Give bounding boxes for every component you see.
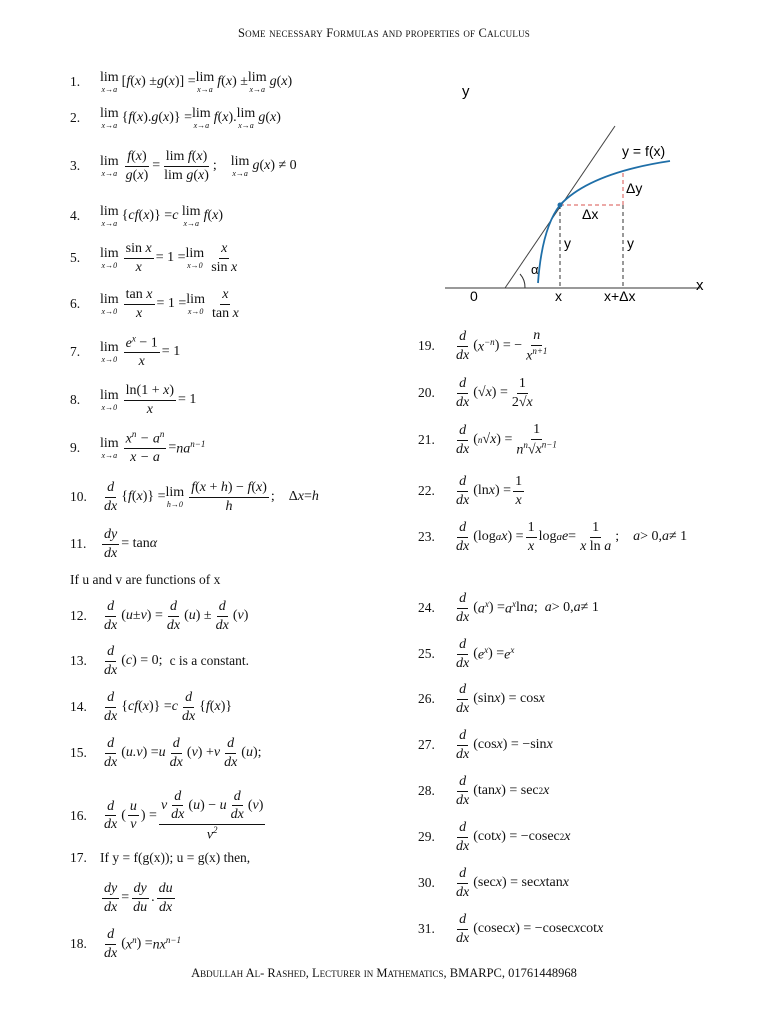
formula-7: 7. lim x→0 $\frac{e^x - 1}{x}$ = 1 xyxy=(70,333,181,370)
formula-25: 25. $\frac{d}{dx}$ ( $e^x$ ) = $e^x$ xyxy=(418,637,515,671)
formula-17-chain: $\frac{dy}{dx}$ = $\frac{dy}{du}$ . $\frac{du}{dx}$ xyxy=(104,881,173,915)
dx-label: Δx xyxy=(582,206,599,222)
origin-label: 0 xyxy=(470,288,478,304)
alpha-label: α xyxy=(531,262,539,277)
formula-31: 31. $\frac{d}{dx}$ (cosec x ) = −cosec x cot x xyxy=(418,912,604,946)
point-marker xyxy=(558,203,563,208)
curve-label: y = f(x) xyxy=(622,143,666,159)
dy-label: Δy xyxy=(626,180,643,196)
constant-note: c is a constant. xyxy=(169,653,250,668)
formula-26: 26. $\frac{d}{dx}$ (sin x ) = cos x xyxy=(418,682,545,716)
formula-2: 2. lim x→a { f ( x ). g ( x )} = lim x→a f ( x ). lim x→a g ( x ) xyxy=(70,105,281,130)
formula-29: 29. $\frac{d}{dx}$ (cot x ) = −cosec 2 x xyxy=(418,820,571,854)
formula-23: 23. $\frac{d}{dx}$ (log a x ) = $\frac{1}{x}$ log a e = $\frac{1}{\text{x ln a}}$ ; a > 0, a ≠ 1 xyxy=(418,520,688,554)
page-footer: Abdullah Al- Rashed, Lecturer in Mathematics, BMARPC, 01761448968 xyxy=(191,966,577,980)
item17-text: If y = f(g(x)); u = g(x) then, xyxy=(100,850,251,865)
formula-12: 12. $\frac{d}{dx}$ ( u ± v ) = $\frac{d}{dx}$ ( u ) ± $\frac{d}{dx}$ ( v ) xyxy=(70,599,249,633)
formula-14: 14. $\frac{d}{dx}$ { cf ( x )} = c $\frac{d}{dx}$ { f ( x )} xyxy=(70,690,233,724)
xdx-tick-label: x+Δx xyxy=(604,288,636,304)
formula-4: 4. lim x→a { cf ( x )} = c lim x→a f ( x ) xyxy=(70,203,224,228)
formula-11: 11. $\frac{dy}{dx}$ = tan α xyxy=(70,527,158,561)
formula-1: 1. lim x→a [ f ( x ) ± g ( x )] = lim x→a f ( x ) ± lim x→a g ( x ) xyxy=(70,69,293,94)
y-axis-label: y xyxy=(462,83,470,100)
formula-13: 13. $\frac{d}{dx}$ ( c ) = 0; c is a constant. xyxy=(70,644,250,678)
formula-30: 30. $\frac{d}{dx}$ (sec x ) = sec x tan x xyxy=(418,866,569,900)
formula-18: 18. $\frac{d}{dx}$ ( $x^n$ ) = $nx^{n-1}$ xyxy=(70,927,181,961)
formula-10: 10. $\frac{d}{dx}$ { f ( x )} = lim h→0 $\frac{f(x + h) - f(x)}{h}$ ; Δ x = h xyxy=(70,480,319,514)
formula-9: 9. lim x→a $\frac{x^n - a^n}{x - a}$ = $na^{n-1}$ xyxy=(70,429,206,466)
alpha-arc xyxy=(520,274,525,288)
formula-15: 15. $\frac{d}{dx}$ ( u.v ) = u $\frac{d}{dx}$ ( v ) + v $\frac{d}{dx}$ ( u ); xyxy=(70,736,262,770)
formula-3: 3. lim x→a $\frac{f(x)}{g(x)}$ = $\frac{\text{lim f(x)}}{\text{lim g(x)}}$ ; lim x→a g ( x ) ≠ 0 xyxy=(70,149,297,183)
x-tick-label: x xyxy=(555,288,562,304)
formula-22: 22. $\frac{d}{dx}$ (ln x ) = $\frac{1}{x}$ xyxy=(418,474,523,508)
curve-path xyxy=(538,161,670,283)
formula-20: 20. $\frac{d}{dx}$ (√ x ) = $\frac{1}{2√x}$ xyxy=(418,376,533,410)
formula-5: 5. lim x→0 $\frac{\text{sin x}}{x}$ = 1 = lim x→0 $\frac{x}{\text{sin x}}$ xyxy=(70,241,238,275)
y-right-label: y xyxy=(627,235,634,251)
page-title: Some necessary Formulas and properties of Calculus xyxy=(238,26,530,40)
formula-8: 8. lim x→0 $\frac{\ln(1 + x)}{x}$ = 1 xyxy=(70,383,197,417)
formula-16: 16. $\frac{d}{dx}$ ( $\frac{u}{v}$ ) = v $\frac{d}{dx}$ (u) − u $\frac{d}{dx}$ (v) $v^2$ xyxy=(70,789,264,843)
intro-uv-text: If u and v are functions of x xyxy=(70,572,221,587)
y-left-label: y xyxy=(564,235,571,251)
formula-19: 19. $\frac{d}{dx}$ ( $x^{-n}$ ) = − $\frac{n}{x^{n+1}}$ xyxy=(418,328,548,364)
formula-27: 27. $\frac{d}{dx}$ (cos x ) = −sin x xyxy=(418,728,553,762)
formula-24: 24. $\frac{d}{dx}$ ( $a^x$ ) = $a^x$ ln a ; a > 0, a ≠ 1 xyxy=(418,591,599,625)
formula-17: 17. If y = f(g(x)); u = g(x) then, xyxy=(70,850,251,865)
formula-21: 21. $\frac{d}{dx}$ ( n √ x ) = $\frac{1}{n^n√x^{n-1}}$ xyxy=(418,422,557,458)
formula-28: 28. $\frac{d}{dx}$ (tan x ) = sec 2 x xyxy=(418,774,550,808)
derivative-figure xyxy=(430,78,720,308)
formula-6: 6. lim x→0 $\frac{\text{tan x}}{x}$ = 1 = lim x→0 $\frac{x}{\text{tan x}}$ xyxy=(70,287,239,321)
x-axis-label: x xyxy=(696,277,704,294)
